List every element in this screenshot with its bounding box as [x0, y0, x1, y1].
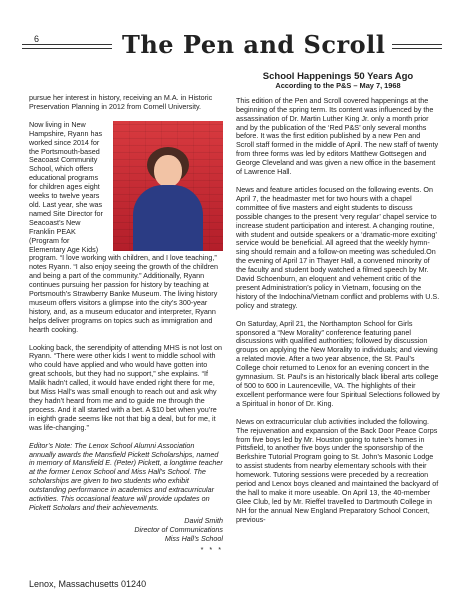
right-column — [236, 71, 440, 534]
paragraph-2: Looking back, the serendipity of attending MHS is not lost on Ryann. “There were other kids I went to middle school with who could have applied and who would have gotten into great schools, but they had no support,” she explains. “If Malik hadn’t called, it would have ended right there for me, but Miss Hall’s was small enough to reach out and ask why they hadn’t heard from me and to guide me through the process. And it all started with a bet. A $10 bet when you’re in eighth grade seems like not that big a deal, but for me, it was life-changing.” — [29, 342, 222, 432]
separator: * * * — [200, 544, 223, 554]
signature-name: David Smith — [184, 515, 223, 525]
signature-org: Miss Hall’s School — [164, 533, 223, 543]
newsletter-title: The Pen and Scroll — [122, 30, 386, 59]
paragraph-1: This edition of the Pen and Scroll covered happenings at the beginning of the spring term. Its content was influenced by the assassination of Dr. Martin Luther King Jr. only a month prior and by the publication of the ‘Red P&S’ only several months before. It was the first edition published by a new Pen and Scroll staff formed in the middle of April. The new staff of twenty from three forms was led by editors Matthew Gottsegen and George Cleveland and was given a new office in the basement of Lawrence Hall. — [236, 95, 439, 177]
page-number: 6 — [34, 34, 40, 44]
section-subheading: According to the P&S – May 7, 1968 — [275, 80, 401, 90]
masthead-rule — [22, 44, 112, 45]
signature — [29, 517, 223, 544]
masthead-rule — [22, 48, 112, 49]
section-heading: School Happenings 50 Years Ago — [262, 71, 414, 82]
paragraph-2: News and feature articles focused on the following events. On April 7, the headmaster met for two hours with a chapel committee of five masters and eight students to discuss possible changes to the present ‘very regular’ chapel service to increase student participation and interest. A changing routine, with student and outside speakers or a ‘dramatic-more exciting’ service would be beneficial. All agreed that the weekly hymn-sing should remain and a follow-on meeting was scheduled.On the evening of April 17 in Thayer Hall, a convened minority of the faculty and student body watched a filmed speech by Mr. David Schoenburn, an eloquent and vehement critic of the present Administration’s policy in Vietnam, focusing on the history of the Indochina/Vietnam conflict and problems with U.S. policy and strategy. — [236, 184, 440, 310]
person-figure — [133, 147, 203, 251]
paragraph-3: On Saturday, April 21, the Northampton School for Girls sponsored a “New Morality” conference featuring panel discussions with qualified authorities; followed by discussion groups on applying the New Morality to individuals; and viewing a related movie. After a two year absence, the St. Paul’s College choir returned to Lenox for an evening concert in the gymnasium. St. Paul’s is an historically black liberal arts college of 500 to 600 in Laurenceville, VA. The highlights of their excellent performance were four Spiritual Selections followed by a Spiritual in honor of Dr. King. — [236, 318, 440, 408]
left-column — [29, 94, 223, 555]
footer-location: Lenox, Massachusetts 01240 — [29, 579, 147, 589]
signature-title: Director of Communications — [134, 524, 223, 534]
intro-paragraph: pursue her interest in history, receiving an M.A. in Historic Preservation Planning in 2012 from Cornell University. — [29, 93, 213, 111]
paragraph-4: News on extracurricular club activities included the following. The rejuvenation and expansion of the Back Door Peace Corps from five boys led by Mr. Houston going to tutee’s homes in Pittsfield, to another five boys under the sponsorship of the Berkshire Tutorial Program going to St. John’s Masonic Lodge to assist students from nearby elementary schools with their homework. Tutoring sessions were preceded by a recreation period and Lenox boys cleaned and maintained the backyard of the hall to make it more useable. On April 13, the 40-member Glee Club, led by Mr. Rieffel travelled to Dartmouth College in NH for the annual New England Preparatory School Concert, previous- — [236, 416, 439, 524]
body — [133, 185, 203, 251]
portrait-photo — [113, 121, 223, 251]
paragraph-1: Now living in New Hampshire, Ryann has worked since 2014 for the Portsmouth-based Seacoast Community School, which offers educational programs for children ages eight weeks to twelve years old. Last year, she was named Site Director for Seacoast’s New Franklin PEAK (Program for Elementary Age Kids) program. “I love working with children, and I love teaching,” notes Ryann. “I also enjoy seeing the growth of the children and being a part of the community.” Additionally, Ryann continues pursuing her passion for history by teaching at Portsmouth’s Strawberry Banke Museum. The living history museum offers visitors a glimpse into the city’s 300-year history, and, as a museum educator and interpreter, Ryann helps deliver programs on topics such as immigration and hearth cooking. — [29, 119, 218, 334]
masthead-rule — [392, 44, 442, 45]
editors-note: Editor’s Note: The Lenox School Alumni Association annually awards the Mansfield Pickett Scholarships, named in memory of Mansfield E. (Peter) Pickett, a longtime teacher at the former Lenox School and Miss Hall’s School. The scholarships are given to two students who exhibit outstanding performance in academics and extracurricular activities. This occasional feature will provide updates on Pickett Scholars and their achievements. — [29, 440, 223, 512]
masthead-rule — [392, 48, 442, 49]
masthead — [22, 26, 442, 66]
